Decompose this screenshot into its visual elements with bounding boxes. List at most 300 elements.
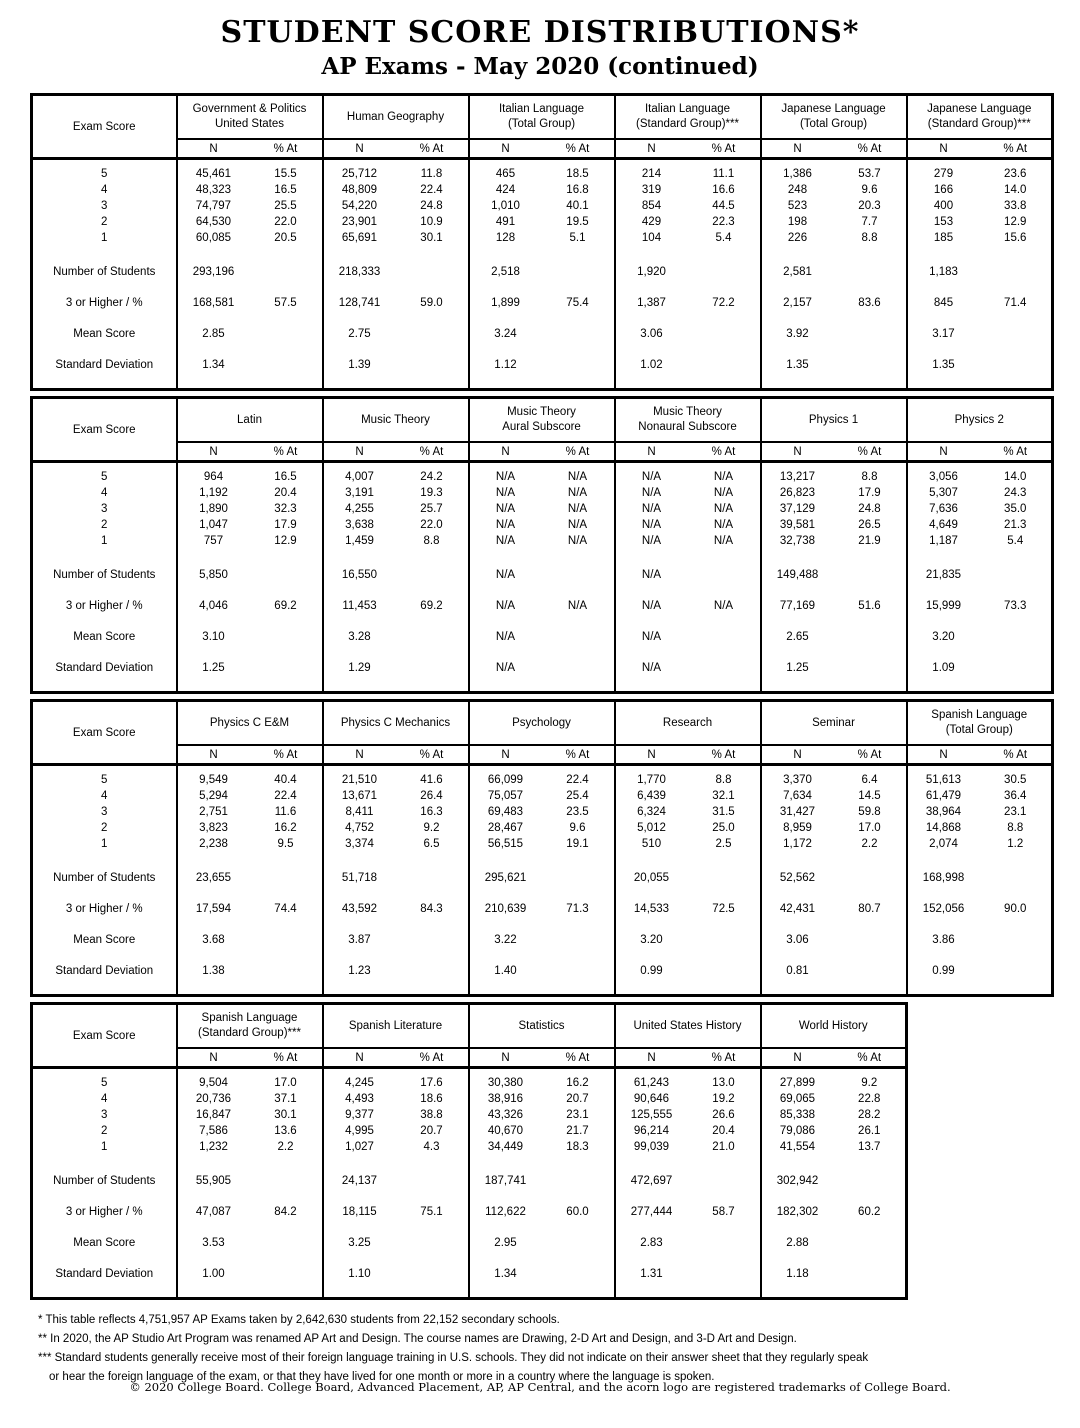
- stat-value-pct: [980, 349, 1053, 380]
- stat-value-n: 1.25: [177, 652, 250, 683]
- cell-n: 465: [469, 159, 542, 183]
- cell-pct: N/A: [567, 471, 588, 483]
- cell-n: 8,411: [323, 804, 396, 820]
- cell-n: 1,770: [615, 765, 688, 789]
- spacer-cell: [250, 1155, 323, 1165]
- stat-value-pct: [396, 1165, 469, 1196]
- cell-n: N/A: [469, 485, 542, 501]
- stat-value-pct: [834, 1258, 907, 1289]
- spacer-cell: [469, 852, 542, 862]
- bottom-pad-cell: [469, 683, 542, 693]
- cell-pct: 2.2: [277, 1141, 294, 1153]
- subject-header-6: Physics 2: [907, 398, 1053, 443]
- stat-value-pct: [396, 621, 469, 652]
- cell-pct: 8.8: [423, 535, 440, 547]
- bottom-pad-cell: [542, 380, 615, 390]
- stat-value-n: 1,387: [615, 287, 688, 318]
- spacer-cell: [323, 549, 396, 559]
- cell-n: 38,964: [907, 804, 980, 820]
- cell-pct: 22.0: [420, 519, 443, 531]
- cell-n: 4,995: [323, 1123, 396, 1139]
- stat-value-pct: 74.4: [274, 902, 297, 915]
- spacer-cell: [907, 246, 980, 256]
- subject-header-3: Music Theory Aural Subscore: [469, 398, 615, 443]
- stat-value-n: 2.85: [177, 318, 250, 349]
- stat-value-n: 3.86: [907, 924, 980, 955]
- stat-value-pct: [396, 559, 469, 590]
- cell-pct: 11.6: [274, 806, 297, 818]
- cell-pct: 25.4: [566, 790, 589, 802]
- cell-n: 4,007: [323, 462, 396, 486]
- cell-pct: 9.5: [277, 838, 294, 850]
- stat-value-pct: 83.6: [858, 296, 881, 309]
- cell-n: 7,634: [761, 788, 834, 804]
- cell-n: 90,646: [615, 1091, 688, 1107]
- score-level-label: 1: [101, 535, 108, 547]
- bottom-pad-cell: [980, 380, 1053, 390]
- cell-pct: 24.8: [858, 503, 881, 515]
- col-n-header: N: [907, 139, 980, 159]
- cell-pct: 40.1: [566, 200, 589, 212]
- stat-value-pct: [542, 1258, 615, 1289]
- cell-pct: 35.0: [1004, 503, 1027, 515]
- cell-n: 8,959: [761, 820, 834, 836]
- col-n-header: N: [469, 1048, 542, 1068]
- col-pct-header: % At: [542, 745, 615, 765]
- stat-value-n: 302,942: [761, 1165, 834, 1196]
- cell-n: 38,916: [469, 1091, 542, 1107]
- stat-label: 3 or Higher / %: [65, 1205, 143, 1218]
- bottom-pad-cell: [688, 683, 761, 693]
- spacer-cell: [761, 246, 834, 256]
- cell-pct: 21.0: [712, 1141, 735, 1153]
- bottom-pad-cell: [688, 380, 761, 390]
- cell-n: N/A: [469, 517, 542, 533]
- stat-value-n: N/A: [469, 652, 542, 683]
- bottom-pad-cell: [980, 683, 1053, 693]
- stat-value-pct: [250, 1227, 323, 1258]
- cell-n: 99,039: [615, 1139, 688, 1155]
- stat-value-n: 0.99: [907, 955, 980, 986]
- cell-n: N/A: [615, 485, 688, 501]
- stat-value-pct: 71.4: [1004, 296, 1027, 309]
- page-subtitle: AP Exams - May 2020 (continued): [321, 53, 759, 80]
- cell-pct: 11.1: [712, 168, 735, 180]
- bottom-pad-cell: [834, 986, 907, 996]
- col-n-header: N: [761, 1048, 834, 1068]
- stat-label: 3 or Higher / %: [65, 296, 143, 309]
- stat-value-n: N/A: [469, 621, 542, 652]
- bottom-pad-cell: [688, 1289, 761, 1299]
- spacer-cell: [32, 1155, 177, 1165]
- score-level-label: 4: [101, 1093, 108, 1105]
- stat-value-pct: [542, 652, 615, 683]
- bottom-pad-cell: [32, 1289, 177, 1299]
- stat-value-pct: [980, 862, 1053, 893]
- stat-value-pct: [542, 955, 615, 986]
- bottom-pad-cell: [396, 683, 469, 693]
- cell-n: 45,461: [177, 159, 250, 183]
- stat-value-n: 42,431: [761, 893, 834, 924]
- col-n-header: N: [761, 442, 834, 462]
- stat-value-n: 182,302: [761, 1196, 834, 1227]
- cell-pct: 6.4: [861, 774, 878, 786]
- bottom-pad-cell: [907, 683, 980, 693]
- cell-n: 1,192: [177, 485, 250, 501]
- cell-pct: 26.1: [858, 1125, 881, 1137]
- score-level-label: 3: [101, 1109, 108, 1121]
- cell-pct: 26.6: [712, 1109, 735, 1121]
- col-pct-header: % At: [250, 139, 323, 159]
- cell-pct: 25.0: [712, 822, 735, 834]
- col-pct-header: % At: [688, 139, 761, 159]
- stat-value-n: 2,157: [761, 287, 834, 318]
- cell-pct: 26.4: [420, 790, 443, 802]
- bottom-pad-cell: [469, 380, 542, 390]
- cell-n: N/A: [615, 462, 688, 486]
- cell-n: 37,129: [761, 501, 834, 517]
- cell-pct: 17.0: [274, 1077, 297, 1089]
- cell-n: 1,172: [761, 836, 834, 852]
- cell-n: 5,012: [615, 820, 688, 836]
- cell-pct: N/A: [567, 503, 588, 515]
- stat-value-n: 2.83: [615, 1227, 688, 1258]
- cell-n: 9,504: [177, 1068, 250, 1092]
- col-n-header: N: [615, 442, 688, 462]
- spacer-cell: [250, 852, 323, 862]
- cell-n: N/A: [615, 533, 688, 549]
- score-level-label: 5: [101, 774, 108, 786]
- stat-value-pct: [396, 1227, 469, 1258]
- subject-header-3: Psychology: [469, 701, 615, 746]
- cell-pct: 59.8: [858, 806, 881, 818]
- stat-value-n: 472,697: [615, 1165, 688, 1196]
- col-n-header: N: [615, 745, 688, 765]
- stat-value-pct: [542, 318, 615, 349]
- subject-header-1: Physics C E&M: [177, 701, 323, 746]
- stat-value-pct: [250, 1258, 323, 1289]
- spacer-cell: [469, 1155, 542, 1165]
- stat-value-n: 1.35: [907, 349, 980, 380]
- score-level-label: 2: [101, 519, 108, 531]
- subject-header-2: Music Theory: [323, 398, 469, 443]
- stat-value-n: 1.02: [615, 349, 688, 380]
- stat-value-pct: 73.3: [1004, 599, 1027, 612]
- score-level-label: 3: [101, 503, 108, 515]
- stat-value-pct: 60.2: [858, 1205, 881, 1218]
- stat-value-pct: [396, 955, 469, 986]
- cell-n: 23,901: [323, 214, 396, 230]
- cell-n: 69,065: [761, 1091, 834, 1107]
- stat-value-n: 210,639: [469, 893, 542, 924]
- score-level-label: 5: [101, 471, 108, 483]
- cell-pct: 20.3: [858, 200, 881, 212]
- stat-value-pct: [688, 1165, 761, 1196]
- footnotes: [38, 1311, 1080, 1387]
- cell-pct: N/A: [567, 487, 588, 499]
- col-pct-header: % At: [834, 442, 907, 462]
- stat-value-n: 1.35: [761, 349, 834, 380]
- spacer-cell: [250, 549, 323, 559]
- cell-n: 1,047: [177, 517, 250, 533]
- subject-header-2: Physics C Mechanics: [323, 701, 469, 746]
- spacer-cell: [834, 549, 907, 559]
- stat-value-pct: 57.5: [274, 296, 297, 309]
- stat-value-pct: 51.6: [858, 599, 881, 612]
- cell-pct: 12.9: [274, 535, 297, 547]
- stat-value-pct: [834, 559, 907, 590]
- stat-label: Standard Deviation: [55, 661, 154, 674]
- spacer-cell: [907, 549, 980, 559]
- cell-pct: 17.9: [274, 519, 297, 531]
- stat-value-n: 1.00: [177, 1258, 250, 1289]
- cell-pct: 13.7: [858, 1141, 881, 1153]
- stat-label: Number of Students: [53, 265, 156, 278]
- cell-pct: 8.8: [861, 232, 878, 244]
- cell-pct: N/A: [713, 535, 734, 547]
- col-pct-header: % At: [980, 442, 1053, 462]
- col-n-header: N: [615, 1048, 688, 1068]
- stat-value-pct: [250, 924, 323, 955]
- cell-pct: 19.1: [566, 838, 589, 850]
- cell-n: 25,712: [323, 159, 396, 183]
- cell-n: 4,493: [323, 1091, 396, 1107]
- stat-value-pct: [542, 349, 615, 380]
- cell-n: 16,847: [177, 1107, 250, 1123]
- footnote-3-continued: or hear the foreign language of the exam, or that they have lived for one month or more in a country where the language is spoken.: [49, 1371, 715, 1383]
- cell-pct: 20.4: [274, 487, 297, 499]
- cell-pct: 8.8: [1007, 822, 1024, 834]
- bottom-pad-cell: [615, 986, 688, 996]
- score-level-label: 4: [101, 790, 108, 802]
- bottom-pad-cell: [323, 683, 396, 693]
- stat-value-pct: [542, 1165, 615, 1196]
- col-pct-header: % At: [542, 1048, 615, 1068]
- subject-header-5: Physics 1: [761, 398, 907, 443]
- score-level-label: 2: [101, 1125, 108, 1137]
- spacer-cell: [177, 852, 250, 862]
- stat-value-n: 187,741: [469, 1165, 542, 1196]
- cell-n: 185: [907, 230, 980, 246]
- stat-value-pct: [688, 862, 761, 893]
- bottom-pad-cell: [834, 380, 907, 390]
- cell-pct: 17.0: [858, 822, 881, 834]
- stat-value-n: 4,046: [177, 590, 250, 621]
- stat-value-pct: [980, 924, 1053, 955]
- cell-pct: 32.1: [712, 790, 735, 802]
- cell-pct: 14.5: [858, 790, 881, 802]
- stat-value-n: 14,533: [615, 893, 688, 924]
- cell-n: 64,530: [177, 214, 250, 230]
- stat-value-n: 845: [907, 287, 980, 318]
- stat-value-n: 1,183: [907, 256, 980, 287]
- cell-pct: 6.5: [423, 838, 440, 850]
- spacer-cell: [980, 852, 1053, 862]
- stat-value-pct: [542, 924, 615, 955]
- subject-header-1: Government & Politics United States: [177, 95, 323, 140]
- stat-value-n: 11,453: [323, 590, 396, 621]
- exam-score-header: Exam Score: [32, 701, 177, 765]
- cell-n: 39,581: [761, 517, 834, 533]
- cell-n: 1,386: [761, 159, 834, 183]
- cell-pct: 16.2: [566, 1077, 589, 1089]
- spacer-cell: [177, 1155, 250, 1165]
- stat-value-n: 2,518: [469, 256, 542, 287]
- cell-n: 125,555: [615, 1107, 688, 1123]
- score-table-block-4: [30, 1002, 908, 1300]
- stat-value-n: 18,115: [323, 1196, 396, 1227]
- stat-value-pct: [542, 256, 615, 287]
- cell-pct: 10.9: [420, 216, 443, 228]
- stat-value-n: 77,169: [761, 590, 834, 621]
- bottom-pad-cell: [177, 986, 250, 996]
- spacer-cell: [396, 549, 469, 559]
- col-pct-header: % At: [542, 139, 615, 159]
- bottom-pad-cell: [761, 1289, 834, 1299]
- stat-value-n: 1.18: [761, 1258, 834, 1289]
- cell-n: 14,868: [907, 820, 980, 836]
- stat-value-n: 152,056: [907, 893, 980, 924]
- stat-value-pct: [688, 1227, 761, 1258]
- stat-value-n: 24,137: [323, 1165, 396, 1196]
- cell-n: 31,427: [761, 804, 834, 820]
- stat-value-pct: [688, 559, 761, 590]
- cell-pct: 5.4: [715, 232, 732, 244]
- stat-value-n: 295,621: [469, 862, 542, 893]
- cell-pct: 17.9: [858, 487, 881, 499]
- stat-value-n: 16,550: [323, 559, 396, 590]
- spacer-cell: [396, 852, 469, 862]
- stat-label: Mean Score: [73, 327, 136, 340]
- cell-n: 2,074: [907, 836, 980, 852]
- stat-value-pct: [250, 652, 323, 683]
- stat-value-pct: 75.1: [420, 1205, 443, 1218]
- col-n-header: N: [323, 1048, 396, 1068]
- cell-pct: 21.7: [566, 1125, 589, 1137]
- stat-value-pct: [834, 652, 907, 683]
- subject-header-4: Italian Language (Standard Group)***: [615, 95, 761, 140]
- bottom-pad-cell: [396, 986, 469, 996]
- cell-n: 128: [469, 230, 542, 246]
- stat-value-n: 2.75: [323, 318, 396, 349]
- bottom-pad-cell: [323, 380, 396, 390]
- subject-header-6: Japanese Language (Standard Group)***: [907, 95, 1053, 140]
- stat-value-pct: [834, 1165, 907, 1196]
- stat-label: Mean Score: [73, 1236, 136, 1249]
- spacer-cell: [469, 549, 542, 559]
- cell-pct: 22.4: [566, 774, 589, 786]
- stat-value-n: 5,850: [177, 559, 250, 590]
- spacer-cell: [177, 246, 250, 256]
- cell-n: 48,809: [323, 182, 396, 198]
- cell-n: 964: [177, 462, 250, 486]
- stat-value-n: 3.87: [323, 924, 396, 955]
- cell-pct: 12.9: [1004, 216, 1027, 228]
- cell-pct: 33.8: [1004, 200, 1027, 212]
- cell-n: 32,738: [761, 533, 834, 549]
- cell-n: N/A: [469, 462, 542, 486]
- cell-pct: 21.3: [1004, 519, 1027, 531]
- score-level-label: 1: [101, 838, 108, 850]
- cell-pct: 23.6: [1004, 168, 1027, 180]
- col-pct-header: % At: [834, 745, 907, 765]
- col-pct-header: % At: [250, 442, 323, 462]
- stat-value-pct: [834, 955, 907, 986]
- cell-n: 424: [469, 182, 542, 198]
- spacer-cell: [32, 852, 177, 862]
- cell-n: 226: [761, 230, 834, 246]
- cell-pct: 9.6: [861, 184, 878, 196]
- stat-value-pct: 84.3: [420, 902, 443, 915]
- spacer-cell: [688, 1155, 761, 1165]
- cell-pct: 22.8: [858, 1093, 881, 1105]
- stat-label: Number of Students: [53, 1174, 156, 1187]
- cell-pct: 21.9: [858, 535, 881, 547]
- cell-pct: 38.8: [420, 1109, 443, 1121]
- bottom-pad-cell: [615, 380, 688, 390]
- cell-pct: 16.6: [712, 184, 735, 196]
- cell-pct: 2.2: [861, 838, 878, 850]
- col-n-header: N: [323, 139, 396, 159]
- subject-header-4: Music Theory Nonaural Subscore: [615, 398, 761, 443]
- cell-pct: 15.6: [1004, 232, 1027, 244]
- spacer-cell: [615, 852, 688, 862]
- subject-header-3: Statistics: [469, 1004, 615, 1049]
- cell-pct: 13.6: [274, 1125, 297, 1137]
- cell-pct: 20.4: [712, 1125, 735, 1137]
- cell-pct: 13.0: [712, 1077, 735, 1089]
- stat-label: 3 or Higher / %: [65, 599, 143, 612]
- col-n-header: N: [177, 1048, 250, 1068]
- cell-pct: 7.7: [861, 216, 878, 228]
- stat-value-n: N/A: [615, 652, 688, 683]
- cell-pct: 1.2: [1007, 838, 1024, 850]
- col-n-header: N: [761, 139, 834, 159]
- subject-header-1: Latin: [177, 398, 323, 443]
- stat-value-n: 1.34: [469, 1258, 542, 1289]
- stat-value-n: 1.23: [323, 955, 396, 986]
- spacer-cell: [980, 246, 1053, 256]
- stat-value-pct: 72.5: [712, 902, 735, 915]
- subject-header-2: Human Geography: [323, 95, 469, 140]
- col-pct-header: % At: [542, 442, 615, 462]
- col-n-header: N: [615, 139, 688, 159]
- col-pct-header: % At: [396, 139, 469, 159]
- cell-pct: 17.6: [420, 1077, 443, 1089]
- cell-n: 7,636: [907, 501, 980, 517]
- stat-label: Number of Students: [53, 871, 156, 884]
- cell-n: 153: [907, 214, 980, 230]
- stat-value-n: 1.34: [177, 349, 250, 380]
- spacer-cell: [542, 1155, 615, 1165]
- stat-value-n: 2.65: [761, 621, 834, 652]
- stat-value-pct: [688, 349, 761, 380]
- stat-value-n: 1.40: [469, 955, 542, 986]
- subject-header-5: Seminar: [761, 701, 907, 746]
- cell-n: 61,243: [615, 1068, 688, 1092]
- spacer-cell: [761, 549, 834, 559]
- bottom-pad-cell: [542, 1289, 615, 1299]
- stat-value-n: 0.81: [761, 955, 834, 986]
- stat-value-pct: [542, 559, 615, 590]
- spacer-cell: [323, 246, 396, 256]
- stat-value-pct: [834, 924, 907, 955]
- stat-value-pct: N/A: [713, 599, 734, 612]
- cell-n: 21,510: [323, 765, 396, 789]
- cell-pct: 22.0: [274, 216, 297, 228]
- stat-value-pct: 80.7: [858, 902, 881, 915]
- bottom-pad-cell: [834, 683, 907, 693]
